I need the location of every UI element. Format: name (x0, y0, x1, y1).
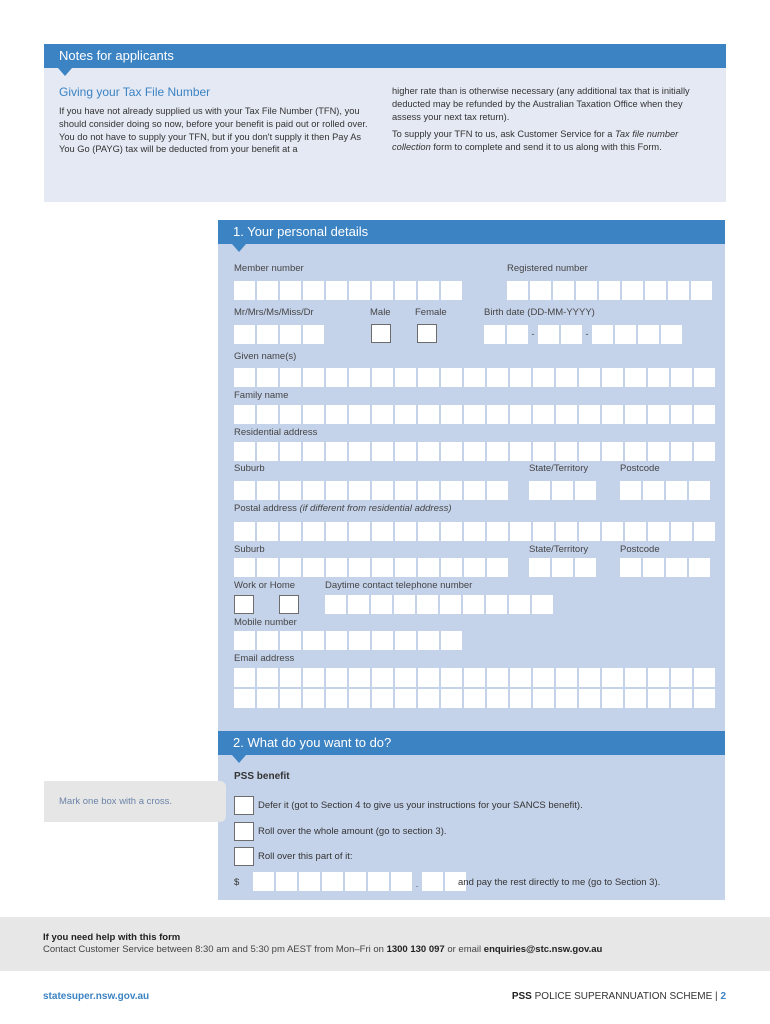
char-box[interactable] (257, 631, 278, 650)
tfn-paragraph-3: To supply your TFN to us, ask Customer Service for a Tax file number collection form to complete and send it to us along with this Form. (392, 129, 679, 153)
char-box[interactable] (671, 442, 692, 461)
char-box[interactable] (691, 281, 712, 300)
char-box[interactable] (372, 481, 393, 500)
char-box[interactable] (349, 631, 370, 650)
char-box[interactable] (418, 631, 439, 650)
char-box[interactable] (234, 368, 255, 387)
char-box[interactable] (575, 481, 596, 500)
postcode-label: Postcode (620, 463, 660, 474)
char-box[interactable] (395, 405, 416, 424)
postal-suburb-field[interactable] (234, 558, 508, 577)
char-box[interactable] (349, 442, 370, 461)
char-box[interactable] (418, 405, 439, 424)
mobile-number-label: Mobile number (234, 617, 297, 628)
char-box[interactable] (532, 595, 553, 614)
char-box[interactable] (326, 558, 347, 577)
char-box[interactable] (303, 325, 324, 344)
char-box[interactable] (326, 668, 347, 687)
rollover-amount-field[interactable]: . (253, 872, 466, 891)
char-box[interactable] (441, 442, 462, 461)
char-box[interactable] (326, 481, 347, 500)
male-checkbox[interactable] (371, 324, 391, 343)
char-box[interactable] (349, 668, 370, 687)
char-box[interactable] (441, 281, 462, 300)
char-box[interactable] (234, 405, 255, 424)
char-box[interactable] (487, 442, 508, 461)
char-box[interactable] (234, 325, 255, 344)
char-box[interactable] (643, 558, 664, 577)
char-box[interactable] (257, 668, 278, 687)
char-box[interactable] (418, 558, 439, 577)
char-box[interactable] (648, 368, 669, 387)
residential-address-label: Residential address (234, 427, 318, 438)
family-name-field[interactable] (234, 405, 715, 424)
char-box[interactable] (556, 522, 577, 541)
char-box[interactable] (579, 522, 600, 541)
char-box[interactable] (579, 668, 600, 687)
postal-state-territory-label: State/Territory (529, 544, 589, 555)
char-box[interactable] (510, 522, 531, 541)
char-box[interactable] (349, 368, 370, 387)
char-box[interactable] (648, 689, 669, 708)
char-box[interactable] (372, 281, 393, 300)
char-box[interactable] (666, 481, 687, 500)
postal-address-field[interactable] (234, 522, 715, 541)
char-box[interactable] (671, 405, 692, 424)
char-box[interactable] (625, 522, 646, 541)
given-names-label: Given name(s) (234, 351, 297, 362)
char-box[interactable] (303, 631, 324, 650)
char-box[interactable] (372, 522, 393, 541)
char-box[interactable] (643, 481, 664, 500)
char-box[interactable] (280, 558, 301, 577)
char-box[interactable] (622, 281, 643, 300)
char-box[interactable] (487, 668, 508, 687)
char-box[interactable] (487, 368, 508, 387)
char-box[interactable] (257, 405, 278, 424)
char-box[interactable] (648, 405, 669, 424)
help-phone: 1300 130 097 (386, 944, 445, 955)
postal-suburb-label: Suburb (234, 544, 265, 555)
char-box[interactable] (464, 442, 485, 461)
char-box[interactable] (645, 281, 666, 300)
char-box[interactable] (325, 595, 346, 614)
char-box[interactable] (602, 668, 623, 687)
char-box[interactable] (234, 689, 255, 708)
char-box[interactable] (372, 368, 393, 387)
char-box[interactable] (303, 481, 324, 500)
char-box[interactable] (529, 558, 550, 577)
char-box[interactable] (556, 668, 577, 687)
char-box[interactable] (234, 558, 255, 577)
char-box[interactable] (510, 405, 531, 424)
char-box[interactable] (556, 689, 577, 708)
char-box[interactable] (234, 481, 255, 500)
char-box[interactable] (234, 522, 255, 541)
char-box[interactable] (530, 281, 551, 300)
char-box[interactable] (234, 631, 255, 650)
defer-checkbox[interactable] (234, 796, 254, 815)
rollover-part-checkbox[interactable] (234, 847, 254, 866)
char-box[interactable] (694, 368, 715, 387)
char-box[interactable] (418, 689, 439, 708)
char-box[interactable] (671, 522, 692, 541)
postal-postcode-field[interactable] (620, 558, 710, 577)
char-box[interactable] (280, 368, 301, 387)
char-box[interactable] (486, 595, 507, 614)
rollover-whole-checkbox[interactable] (234, 822, 254, 841)
char-box[interactable] (349, 522, 370, 541)
postcode-field[interactable] (620, 481, 710, 500)
char-box[interactable] (510, 442, 531, 461)
char-box[interactable] (510, 689, 531, 708)
char-box[interactable] (395, 631, 416, 650)
help-text: Contact Customer Service between 8:30 am and 5:30 pm AEST from Mon–Fri on 1300 130 097 or email enquiries@stc.nsw.gov.au (43, 944, 603, 955)
char-box[interactable] (694, 689, 715, 708)
char-box[interactable] (579, 368, 600, 387)
char-box[interactable] (349, 689, 370, 708)
char-box[interactable] (349, 281, 370, 300)
char-box[interactable] (552, 481, 573, 500)
registered-number-label: Registered number (507, 263, 588, 274)
defer-option-label: Defer it (got to Section 4 to give us your instructions for your SANCS benefit). (258, 800, 583, 811)
char-box[interactable] (395, 281, 416, 300)
char-box[interactable] (487, 558, 508, 577)
work-checkbox[interactable] (234, 595, 254, 614)
char-box[interactable] (372, 558, 393, 577)
rollover-part-option-label: Roll over this part of it: (258, 851, 353, 862)
notes-for-applicants (44, 44, 726, 202)
char-box[interactable] (280, 631, 301, 650)
application-form (218, 220, 725, 900)
char-box[interactable] (280, 405, 301, 424)
pss-benefit-title: PSS benefit (234, 771, 290, 782)
state-territory-field[interactable] (529, 481, 596, 500)
char-box[interactable] (579, 442, 600, 461)
char-box[interactable] (372, 668, 393, 687)
char-box[interactable] (464, 368, 485, 387)
char-box[interactable] (234, 281, 255, 300)
char-box[interactable] (648, 442, 669, 461)
char-box[interactable] (441, 368, 462, 387)
char-box[interactable] (395, 481, 416, 500)
footer-website-link[interactable]: statesuper.nsw.gov.au (43, 991, 150, 1002)
tfn-paragraph-2: higher rate than is otherwise necessary (any additional tax that is initially deducted may be refunded by the Australian Taxation Office when they assess your next tax return). (392, 86, 690, 122)
char-box[interactable] (417, 595, 438, 614)
char-box[interactable] (694, 668, 715, 687)
suburb-label: Suburb (234, 463, 265, 474)
char-box[interactable] (395, 668, 416, 687)
char-box[interactable] (418, 522, 439, 541)
mobile-number-field[interactable] (234, 631, 462, 650)
char-box[interactable] (510, 368, 531, 387)
char-box[interactable] (464, 558, 485, 577)
char-box[interactable] (280, 522, 301, 541)
char-box[interactable] (533, 442, 554, 461)
char-box[interactable] (625, 689, 646, 708)
char-box[interactable] (553, 281, 574, 300)
char-box[interactable] (372, 442, 393, 461)
char-box[interactable] (648, 522, 669, 541)
char-box[interactable] (395, 368, 416, 387)
section2-header: 2. What do you want to do? (218, 731, 725, 755)
char-box[interactable] (257, 689, 278, 708)
char-box[interactable] (257, 522, 278, 541)
char-box[interactable] (418, 368, 439, 387)
char-box[interactable] (326, 631, 347, 650)
char-box[interactable] (349, 558, 370, 577)
char-box[interactable] (556, 442, 577, 461)
char-box[interactable] (371, 595, 392, 614)
tfn-paragraph-1: If you have not already supplied us with your Tax File Number (TFN), you should consider doing so now, before your benefit is paid out or rolled over. You do not have to supply your TFN, but if you don't supply it then Pay As You Go (PAYG) tax will be deducted from your benefit at a (59, 106, 368, 155)
home-checkbox[interactable] (279, 595, 299, 614)
char-box[interactable] (441, 481, 462, 500)
notes-column-right (392, 85, 712, 154)
work-or-home-label: Work or Home (234, 580, 296, 591)
daytime-phone-label: Daytime contact telephone number (325, 580, 473, 591)
member-number-field[interactable] (234, 281, 462, 300)
char-box[interactable] (280, 325, 301, 344)
page-number: 2 (720, 991, 726, 1002)
char-box[interactable] (599, 281, 620, 300)
char-box[interactable] (440, 595, 461, 614)
rollover-whole-option-label: Roll over the whole amount (go to section 3). (258, 826, 447, 837)
char-box[interactable] (395, 522, 416, 541)
char-box[interactable] (326, 442, 347, 461)
char-box[interactable] (280, 281, 301, 300)
char-box[interactable] (326, 522, 347, 541)
title-field[interactable] (234, 325, 324, 344)
registered-number-field[interactable] (507, 281, 712, 300)
char-box[interactable] (666, 558, 687, 577)
char-box[interactable] (625, 668, 646, 687)
footer-scheme: PSS POLICE SUPERANNUATION SCHEME | 2 (511, 991, 726, 1002)
female-checkbox[interactable] (417, 324, 437, 343)
notes-header: Notes for applicants (44, 44, 726, 68)
birth-date-field[interactable]: - - (484, 325, 682, 344)
char-box[interactable] (602, 689, 623, 708)
char-box[interactable] (625, 368, 646, 387)
char-box[interactable] (671, 689, 692, 708)
char-box[interactable] (280, 668, 301, 687)
char-box[interactable] (257, 368, 278, 387)
char-box[interactable] (280, 689, 301, 708)
char-box[interactable] (507, 281, 528, 300)
email-address-field-line1[interactable] (234, 668, 715, 687)
char-box[interactable] (671, 368, 692, 387)
char-box[interactable] (441, 631, 462, 650)
postal-state-territory-field[interactable] (529, 558, 596, 577)
state-territory-label: State/Territory (529, 463, 589, 474)
char-box[interactable] (533, 668, 554, 687)
char-box[interactable] (257, 442, 278, 461)
section1-header: 1. Your personal details (218, 220, 725, 244)
char-box[interactable] (464, 405, 485, 424)
help-title: If you need help with this form (43, 932, 181, 943)
char-box[interactable] (487, 405, 508, 424)
char-box[interactable] (257, 481, 278, 500)
char-box[interactable] (234, 442, 255, 461)
char-box[interactable] (418, 442, 439, 461)
char-box[interactable] (372, 689, 393, 708)
char-box[interactable] (257, 325, 278, 344)
char-box[interactable] (418, 281, 439, 300)
char-box[interactable] (303, 405, 324, 424)
dollar-sign: $ (234, 877, 240, 888)
char-box[interactable] (257, 281, 278, 300)
residential-address-field[interactable] (234, 442, 715, 461)
char-box[interactable] (303, 522, 324, 541)
char-box[interactable] (349, 481, 370, 500)
side-note: Mark one box with a cross. (44, 781, 226, 822)
notes-subtitle: Giving your Tax File Number (59, 85, 211, 99)
char-box[interactable] (464, 522, 485, 541)
char-box[interactable] (303, 689, 324, 708)
char-box[interactable] (372, 405, 393, 424)
email-address-label: Email address (234, 653, 295, 664)
help-bar (0, 917, 770, 971)
char-box[interactable] (533, 689, 554, 708)
char-box[interactable] (372, 631, 393, 650)
char-box[interactable] (234, 668, 255, 687)
char-box[interactable] (602, 405, 623, 424)
char-box[interactable] (464, 481, 485, 500)
char-box[interactable] (625, 405, 646, 424)
char-box[interactable] (303, 668, 324, 687)
char-box[interactable] (395, 689, 416, 708)
char-box[interactable] (441, 522, 462, 541)
char-box[interactable] (441, 689, 462, 708)
char-box[interactable] (487, 481, 508, 500)
postal-postcode-label: Postcode (620, 544, 660, 555)
char-box[interactable] (395, 558, 416, 577)
daytime-phone-field[interactable] (325, 595, 553, 614)
char-box[interactable] (689, 558, 710, 577)
char-box[interactable] (575, 558, 596, 577)
title-label: Mr/Mrs/Ms/Miss/Dr (234, 307, 314, 318)
char-box[interactable] (280, 481, 301, 500)
char-box[interactable] (464, 689, 485, 708)
char-box[interactable] (395, 442, 416, 461)
male-label: Male (370, 307, 391, 318)
birth-date-label: Birth date (DD-MM-YYYY) (484, 307, 595, 318)
char-box[interactable] (326, 689, 347, 708)
char-box[interactable] (533, 368, 554, 387)
char-box[interactable] (326, 405, 347, 424)
given-names-field[interactable] (234, 368, 715, 387)
char-box[interactable] (552, 558, 573, 577)
char-box[interactable] (668, 281, 689, 300)
char-box[interactable] (463, 595, 484, 614)
char-box[interactable] (602, 368, 623, 387)
char-box[interactable] (418, 668, 439, 687)
char-box[interactable] (694, 522, 715, 541)
char-box[interactable] (602, 442, 623, 461)
char-box[interactable] (257, 558, 278, 577)
char-box[interactable] (487, 689, 508, 708)
char-box[interactable] (671, 668, 692, 687)
char-box[interactable] (556, 368, 577, 387)
char-box[interactable] (556, 405, 577, 424)
char-box[interactable] (464, 668, 485, 687)
char-box[interactable] (648, 668, 669, 687)
char-box[interactable] (326, 368, 347, 387)
char-box[interactable] (303, 558, 324, 577)
email-address-field-line2[interactable] (234, 689, 715, 708)
pay-rest-label: and pay the rest directly to me (go to Section 3). (458, 877, 661, 888)
char-box[interactable] (487, 522, 508, 541)
char-box[interactable] (694, 405, 715, 424)
char-box[interactable] (602, 522, 623, 541)
char-box[interactable] (694, 442, 715, 461)
char-box[interactable] (348, 595, 369, 614)
char-box[interactable] (303, 368, 324, 387)
char-box[interactable] (349, 405, 370, 424)
char-box[interactable] (529, 481, 550, 500)
char-box[interactable] (579, 405, 600, 424)
char-box[interactable] (441, 668, 462, 687)
notes-column-left (59, 85, 374, 156)
char-box[interactable] (510, 668, 531, 687)
char-box[interactable] (576, 281, 597, 300)
char-box[interactable] (625, 442, 646, 461)
family-name-label: Family name (234, 390, 289, 401)
char-box[interactable] (441, 558, 462, 577)
postal-address-label: Postal address (if different from residential address) (234, 503, 452, 514)
female-label: Female (415, 307, 447, 318)
char-box[interactable] (579, 689, 600, 708)
char-box[interactable] (509, 595, 530, 614)
char-box[interactable] (533, 522, 554, 541)
suburb-field[interactable] (234, 481, 508, 500)
char-box[interactable] (441, 405, 462, 424)
char-box[interactable] (533, 405, 554, 424)
char-box[interactable] (689, 481, 710, 500)
member-number-label: Member number (234, 263, 304, 274)
help-email-link[interactable]: enquiries@stc.nsw.gov.au (483, 944, 603, 955)
char-box[interactable] (418, 481, 439, 500)
char-box[interactable] (280, 442, 301, 461)
char-box[interactable] (303, 281, 324, 300)
char-box[interactable] (620, 558, 641, 577)
char-box[interactable] (326, 281, 347, 300)
char-box[interactable] (303, 442, 324, 461)
char-box[interactable] (620, 481, 641, 500)
char-box[interactable] (394, 595, 415, 614)
